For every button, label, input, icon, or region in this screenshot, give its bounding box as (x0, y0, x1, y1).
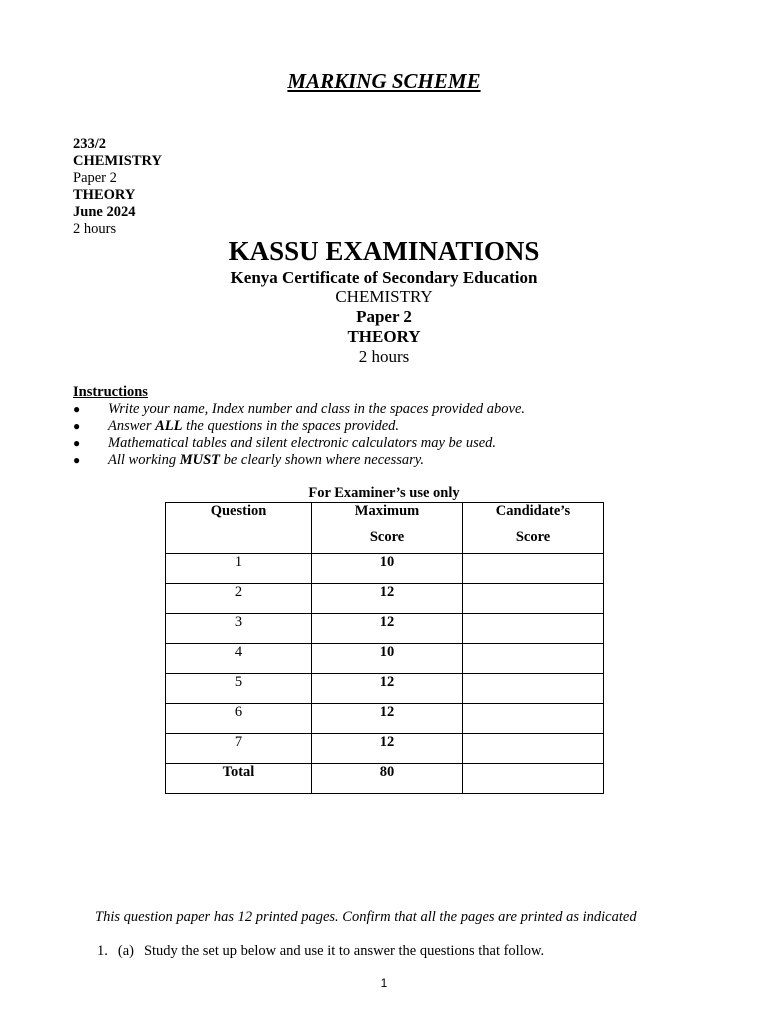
cell-max-score: 10 (312, 644, 463, 674)
exam-certificate: Kenya Certificate of Secondary Education (230, 268, 538, 287)
table-header-row (166, 503, 604, 554)
page-number: 1 (380, 976, 388, 990)
cell-question: 2 (166, 584, 312, 614)
table-row (166, 674, 604, 704)
header-maximum-score: Maximum Score (312, 503, 463, 554)
table-row (166, 614, 604, 644)
cell-total-max: 80 (312, 764, 463, 794)
meta-code: 233/2 (73, 136, 107, 152)
cell-question: 4 (166, 644, 312, 674)
bullet-icon: ● (73, 436, 81, 450)
cell-max-score: 12 (312, 584, 463, 614)
table-row-total (166, 764, 604, 794)
meta-date: June 2024 (73, 204, 136, 220)
cell-total-candidate[interactable] (463, 764, 604, 794)
cell-max-score: 10 (312, 554, 463, 584)
table-row (166, 734, 604, 764)
table-row (166, 584, 604, 614)
cell-max-score: 12 (312, 614, 463, 644)
cell-question: 1 (166, 554, 312, 584)
cell-max-score: 12 (312, 704, 463, 734)
header-candidate-score: Candidate’s Score (463, 503, 604, 554)
cell-question: 6 (166, 704, 312, 734)
paper-meta (73, 136, 162, 238)
question-part: (a) (117, 943, 134, 959)
table-row (166, 704, 604, 734)
table-row (166, 554, 604, 584)
cell-candidate-score[interactable] (463, 734, 604, 764)
exam-organization: KASSU EXAMINATIONS (228, 236, 540, 266)
cell-question: 5 (166, 674, 312, 704)
page-title: MARKING SCHEME (287, 69, 481, 93)
meta-paper: Paper 2 (73, 170, 117, 186)
instruction-item: ● All working MUST be clearly shown where necessary. (73, 452, 425, 468)
bullet-icon: ● (73, 419, 81, 433)
question-text: Study the set up below and use it to answer the questions that follow. (143, 943, 545, 959)
exam-subject: CHEMISTRY (335, 287, 433, 306)
score-table (165, 502, 604, 794)
instruction-item: ● Answer ALL the questions in the spaces provided. (73, 418, 400, 434)
cell-candidate-score[interactable] (463, 674, 604, 704)
cell-candidate-score[interactable] (463, 554, 604, 584)
score-table-caption: For Examiner’s use only (308, 485, 460, 501)
meta-type: THEORY (73, 187, 136, 203)
cell-max-score: 12 (312, 674, 463, 704)
cell-question: 3 (166, 614, 312, 644)
question-1 (97, 943, 544, 960)
cell-question: 7 (166, 734, 312, 764)
exam-type: THEORY (347, 327, 421, 346)
cell-candidate-score[interactable] (463, 584, 604, 614)
instruction-item: ● Mathematical tables and silent electronic calculators may be used. (73, 435, 497, 451)
header-question: Question (166, 503, 312, 554)
instructions-list (73, 401, 525, 469)
cell-total-label: Total (166, 764, 312, 794)
exam-duration: 2 hours (358, 347, 410, 366)
bullet-icon: ● (73, 402, 81, 416)
question-number: 1. (97, 943, 108, 959)
cell-candidate-score[interactable] (463, 614, 604, 644)
table-row (166, 644, 604, 674)
cell-candidate-score[interactable] (463, 644, 604, 674)
instructions-heading: Instructions (73, 384, 148, 400)
meta-subject: CHEMISTRY (73, 153, 162, 169)
exam-paper: Paper 2 (356, 307, 412, 326)
instruction-item: ● Write your name, Index number and class in the spaces provided above. (73, 401, 526, 417)
cell-max-score: 12 (312, 734, 463, 764)
meta-duration: 2 hours (73, 221, 117, 237)
cell-candidate-score[interactable] (463, 704, 604, 734)
page-count-note: This question paper has 12 printed pages. Confirm that all the pages are printed as indicated (95, 909, 637, 925)
bullet-icon: ● (73, 453, 81, 467)
